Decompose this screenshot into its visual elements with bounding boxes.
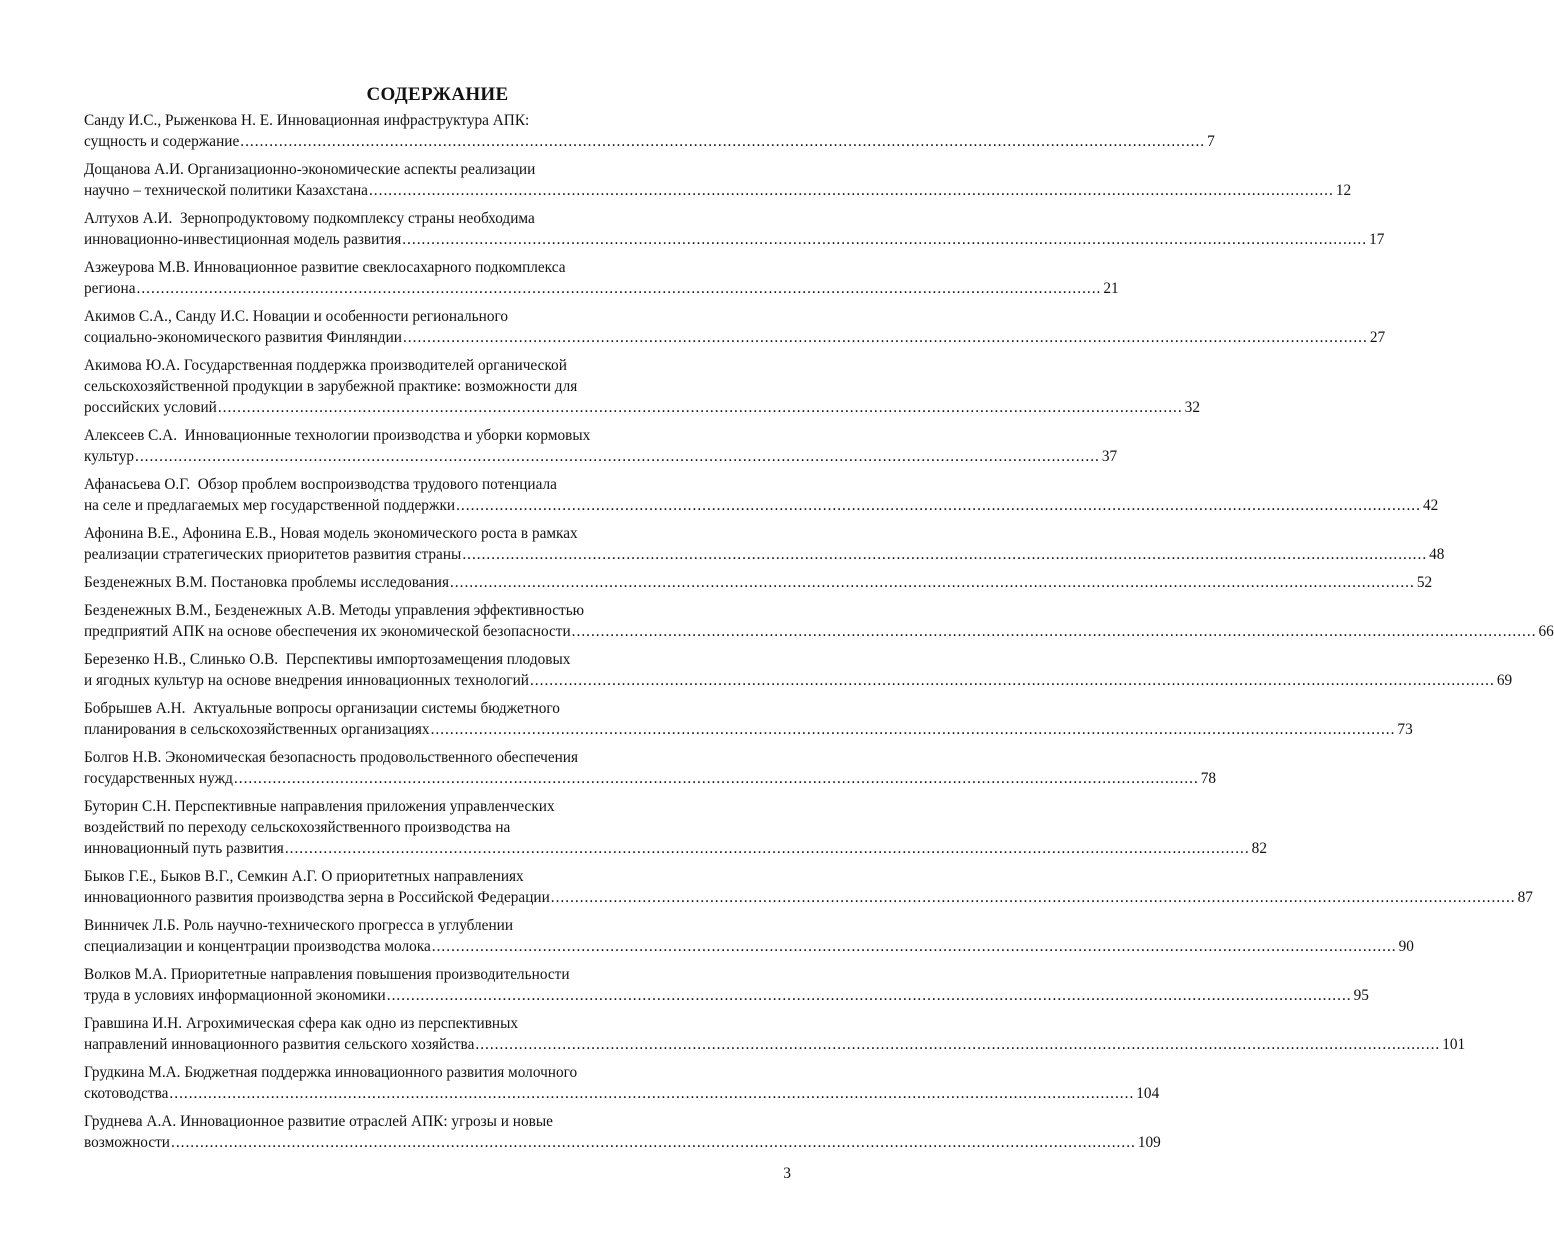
toc-entry[interactable] (84, 355, 1200, 418)
toc-entry-line: и ягодных культур на основе внедрения инновационных технологий (84, 672, 529, 689)
toc-entry-last-line (84, 327, 1386, 348)
toc-entry-line: Афанасьева О.Г. Обзор проблем воспроизводства трудового потенциала (84, 476, 557, 493)
dot-leader: ........................................................................................................................................................................................................ (529, 672, 1495, 689)
toc-entry[interactable] (84, 474, 1439, 516)
toc-entry-last-line (84, 397, 1200, 418)
dot-leader: ........................................................................................................................................................................................................ (240, 133, 1206, 150)
toc-entry[interactable] (84, 747, 1217, 789)
toc-entry-line: воздействий по переходу сельскохозяйственного производства на (84, 819, 511, 836)
toc-entry-line: предприятий АПК на основе обеспечения их экономической безопасности (84, 623, 571, 640)
toc-entry-line: на селе и предлагаемых мер государственной поддержки (84, 497, 456, 514)
toc-entry-line: региона (84, 280, 136, 297)
toc-entry-line: планирования в сельскохозяйственных организациях (84, 721, 430, 738)
toc-entry-line: скотоводства (84, 1085, 169, 1102)
toc-entry-last-line (84, 278, 1119, 299)
toc-entry-line: государственных нужд (84, 770, 233, 787)
toc-entry-last-line (84, 838, 1267, 859)
page-number: 3 (783, 1165, 791, 1182)
toc-entry-line: Безденежных В.М. Постановка проблемы исследования (84, 574, 449, 591)
toc-entry-line: Быков Г.Е., Быков В.Г., Семкин А.Г. О приоритетных направлениях (84, 868, 524, 885)
toc-entry[interactable] (84, 1013, 1466, 1055)
toc-entry-last-line (84, 1132, 1161, 1153)
dot-leader: ........................................................................................................................................................................................................ (386, 987, 1352, 1004)
toc-entry-page: 7 (1207, 133, 1215, 150)
toc-entry[interactable] (84, 257, 1119, 299)
toc-entry-line: Грудкина М.А. Бюджетная поддержка инновационного развития молочного (84, 1064, 578, 1081)
toc-entry[interactable] (84, 600, 1554, 642)
toc-entry-last-line (84, 768, 1217, 789)
dot-leader: ........................................................................................................................................................................................................ (456, 497, 1421, 514)
dot-leader: ........................................................................................................................................................................................................ (571, 623, 1537, 640)
toc-entry-page: 82 (1251, 840, 1267, 857)
toc-entry[interactable] (84, 866, 1533, 908)
toc-entry[interactable] (84, 572, 1433, 593)
dot-leader: ........................................................................................................................................................................................................ (169, 1085, 1135, 1102)
toc-entry[interactable] (84, 796, 1267, 859)
toc-entry-line: Буторин С.Н. Перспективные направления приложения управленческих (84, 798, 555, 815)
toc-entry-page: 109 (1137, 1134, 1161, 1151)
toc-entry-last-line (84, 985, 1369, 1006)
dot-leader: ........................................................................................................................................................................................................ (402, 329, 1368, 346)
toc-entry[interactable] (84, 649, 1513, 691)
dot-leader: ........................................................................................................................................................................................................ (550, 889, 1516, 906)
toc-entry[interactable] (84, 425, 1118, 467)
dot-leader: ........................................................................................................................................................................................................ (462, 546, 1428, 563)
dot-leader: ........................................................................................................................................................................................................ (135, 448, 1100, 465)
toc-entry-line: сущность и содержание (84, 133, 240, 150)
toc-entry-page: 73 (1397, 721, 1413, 738)
toc-entry-line: Азжеурова М.В. Инновационное развитие свеклосахарного подкомплекса (84, 259, 566, 276)
toc-entry[interactable] (84, 306, 1386, 348)
toc-entry-line: Акимова Ю.А. Государственная поддержка производителей органической (84, 357, 567, 374)
dot-leader: ........................................................................................................................................................................................................ (430, 721, 1396, 738)
toc-entry-line: Дощанова А.И. Организационно-экономические аспекты реализации (84, 161, 536, 178)
toc-entry-last-line (84, 1083, 1160, 1104)
toc-entry-last-line (84, 229, 1385, 250)
toc-entry-line: инновационный путь развития (84, 840, 284, 857)
toc-entry-last-line (84, 936, 1414, 957)
toc-entry-last-line (84, 495, 1439, 516)
toc-entry-line: культур (84, 448, 134, 465)
toc-entry-page: 87 (1517, 889, 1533, 906)
toc-entry-line: Безденежных В.М., Безденежных А.В. Методы управления эффективностью (84, 602, 585, 619)
dot-leader: ........................................................................................................................................................................................................ (284, 840, 1250, 857)
toc-entry-line: Волков М.А. Приоритетные направления повышения производительности (84, 966, 570, 983)
toc-entry-line: сельскохозяйственной продукции в зарубежной практике: возможности для (84, 378, 578, 395)
dot-leader: ........................................................................................................................................................................................................ (368, 182, 1334, 199)
toc-entry-line: реализации стратегических приоритетов развития страны (84, 546, 462, 563)
toc-entry-line: Винничек Л.Б. Роль научно-технического прогресса в углублении (84, 917, 514, 934)
toc-entry-line: специализации и концентрации производства молока (84, 938, 431, 955)
toc-entry[interactable] (84, 1062, 1160, 1104)
toc-entry-last-line (84, 131, 1215, 152)
toc-entry-page: 95 (1353, 987, 1369, 1004)
toc-entry-line: Санду И.С., Рыженкова Н. Е. Инновационная инфраструктура АПК: (84, 112, 530, 129)
toc-entry-page: 90 (1398, 938, 1414, 955)
toc-entry-page: 66 (1538, 623, 1554, 640)
dot-leader: ........................................................................................................................................................................................................ (449, 574, 1415, 591)
toc-entry-page: 37 (1101, 448, 1118, 465)
toc-entry[interactable] (84, 208, 1385, 250)
toc-entry-last-line (84, 621, 1554, 642)
dot-leader: ........................................................................................................................................................................................................ (402, 231, 1368, 248)
toc-entry-line: Березенко Н.В., Слинько О.В. Перспективы импортозамещения плодовых (84, 651, 571, 668)
toc-entry-line: направлений инновационного развития сельского хозяйства (84, 1036, 475, 1053)
dot-leader: ........................................................................................................................................................................................................ (136, 280, 1102, 297)
toc-entry-page: 101 (1442, 1036, 1466, 1053)
toc-entry-page: 69 (1496, 672, 1513, 689)
toc-entry-page: 78 (1200, 770, 1217, 787)
dot-leader: ........................................................................................................................................................................................................ (431, 938, 1397, 955)
toc-entry-line: Акимов С.А., Санду И.С. Новации и особенности регионального (84, 308, 509, 325)
toc-entry[interactable] (84, 1111, 1161, 1153)
toc-entry-line: Алексеев С.А. Инновационные технологии производства и уборки кормовых (84, 427, 591, 444)
toc-entry-line: Груднева А.А. Инновационное развитие отраслей АПК: угрозы и новые (84, 1113, 553, 1130)
toc-entry-line: социально-экономического развития Финляндии (84, 329, 402, 346)
toc-entry-page: 21 (1103, 280, 1119, 297)
toc-entry-page: 104 (1136, 1085, 1160, 1102)
toc-entry-page: 17 (1369, 231, 1385, 248)
dot-leader: ........................................................................................................................................................................................................ (217, 399, 1183, 416)
dot-leader: ........................................................................................................................................................................................................ (233, 770, 1199, 787)
toc-entry-last-line (84, 180, 1352, 201)
toc-entry-line: Болгов Н.В. Экономическая безопасность продовольственного обеспечения (84, 749, 579, 766)
toc-entry-line: труда в условиях информационной экономики (84, 987, 386, 1004)
toc-list (84, 110, 1554, 1153)
toc-entry-page: 32 (1184, 399, 1200, 416)
toc-entry-last-line (84, 572, 1433, 593)
toc-entry[interactable] (84, 698, 1413, 740)
toc-title: СОДЕРЖАНИЕ (366, 84, 509, 105)
toc-entry-line: инновационно-инвестиционная модель развития (84, 231, 402, 248)
toc-entry-line: российских условий (84, 399, 217, 416)
toc-entry-line: Афонина В.Е., Афонина Е.В., Новая модель экономического роста в рамках (84, 525, 578, 542)
toc-entry[interactable] (84, 964, 1369, 1006)
toc-entry-page: 12 (1335, 182, 1352, 199)
toc-entry-last-line (84, 887, 1533, 908)
toc-entry-page: 48 (1429, 546, 1445, 563)
toc-entry-last-line (84, 670, 1513, 691)
toc-entry-page: 52 (1416, 574, 1433, 591)
toc-entry-line: научно – технической политики Казахстана (84, 182, 368, 199)
toc-entry-last-line (84, 1034, 1466, 1055)
toc-entry[interactable] (84, 110, 1215, 152)
toc-entry[interactable] (84, 915, 1414, 957)
toc-entry-page: 42 (1422, 497, 1439, 514)
toc-entry-line: Алтухов А.И. Зернопродуктовому подкомплексу страны необходима (84, 210, 535, 227)
toc-entry-line: возможности (84, 1134, 170, 1151)
toc-entry-last-line (84, 719, 1413, 740)
toc-entry[interactable] (84, 523, 1445, 565)
dot-leader: ........................................................................................................................................................................................................ (171, 1134, 1136, 1151)
toc-entry-line: Гравшина И.Н. Агрохимическая сфера как одно из перспективных (84, 1015, 519, 1032)
toc-entry-page: 27 (1369, 329, 1386, 346)
toc-entry-last-line (84, 446, 1118, 467)
toc-entry-line: инновационного развития производства зерна в Российской Федерации (84, 889, 550, 906)
toc-entry[interactable] (84, 159, 1352, 201)
toc-entry-last-line (84, 544, 1445, 565)
toc-entry-line: Бобрышев А.Н. Актуальные вопросы организации системы бюджетного (84, 700, 560, 717)
dot-leader: ........................................................................................................................................................................................................ (475, 1036, 1441, 1053)
